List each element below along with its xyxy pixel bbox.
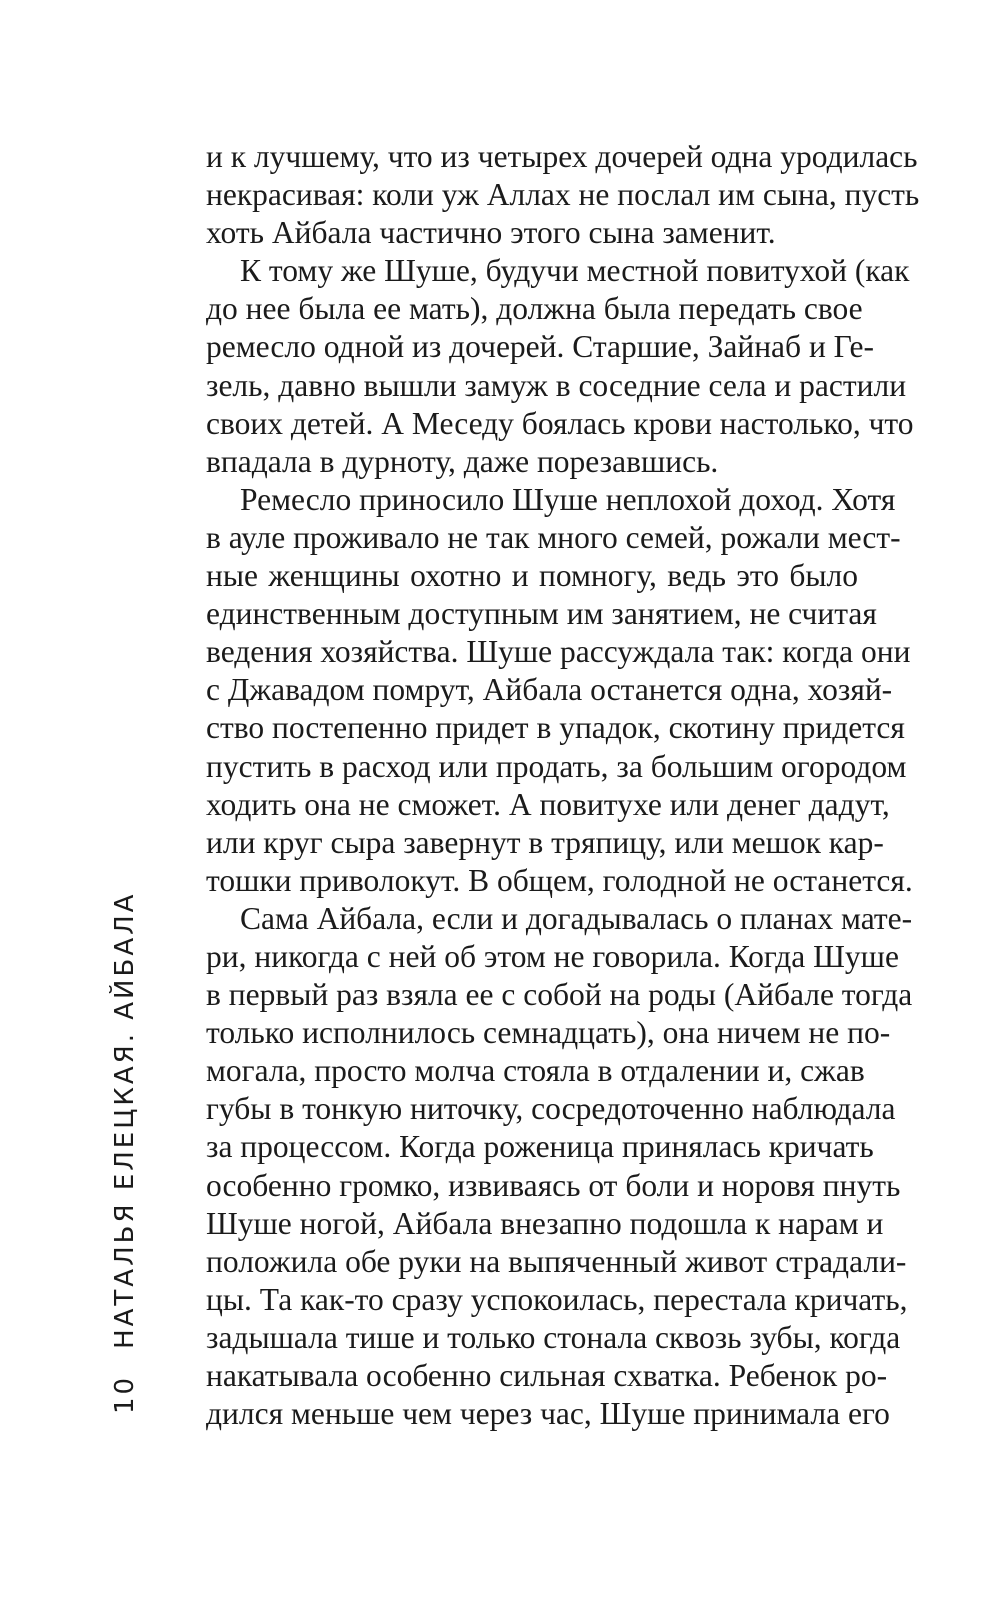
text-line: с Джавадом помрут, Айбала останется одна, хозяй-: [206, 672, 893, 708]
text-line: и к лучшему, что из четырех дочерей одна уродилась: [206, 139, 918, 174]
text-line: пустить в расход или продать, за большим огородом: [206, 748, 907, 784]
text-line: особенно громко, извиваясь от боли и норовя пнуть: [206, 1167, 901, 1203]
paragraph-first-line: К тому же Шуше, будучи местной повитухой (как: [240, 253, 910, 289]
text-line: или круг сыра завернут в тряпицу, или мешок кар-: [206, 824, 884, 860]
text-line: единственным доступным им занятием, не считая: [206, 596, 877, 632]
text-line: цы. Та как-то сразу успокоилась, перестала кричать,: [206, 1281, 908, 1317]
body-text: [206, 138, 920, 1433]
text-line: положила обе руки на выпяченный живот страдали-: [206, 1243, 907, 1279]
text-line: за процессом. Когда роженица принялась кричать: [206, 1129, 874, 1165]
text-line: накатывала особенно сильная схватка. Ребенок ро-: [206, 1358, 888, 1393]
text-line: ри, никогда с ней об этом не говорила. Когда Шуше: [206, 938, 899, 974]
text-line: зель, давно вышли замуж в соседние села и растили: [206, 367, 907, 403]
text-line: ведения хозяйства. Шуше рассуждала так: когда они: [206, 634, 911, 670]
text-line: ные женщины охотно и помногу, ведь это было: [206, 558, 858, 594]
text-line: до нее была ее мать), должна была передать свое: [206, 291, 863, 327]
text-line: Шуше ногой, Айбала внезапно подошла к нарам и: [206, 1205, 884, 1241]
text-line: могала, просто молча стояла в отдалении и, сжав: [206, 1053, 865, 1089]
text-line: тошки приволокут. В общем, голодной не останется.: [206, 862, 913, 898]
text-line: своих детей. А Меседу боялась крови настолько, что: [206, 405, 914, 441]
paragraph-first-line: Ремесло приносило Шуше неплохой доход. Хотя: [240, 481, 896, 517]
text-line: в первый раз взяла ее с собой на роды (Айбале тогда: [206, 977, 913, 1013]
text-line: ство постепенно придет в упадок, скотину придется: [206, 710, 905, 746]
paragraph-first-line: Сама Айбала, если и догадывалась о планах мате-: [240, 900, 913, 936]
text-line: только исполнилось семнадцать), она ничем не по-: [206, 1015, 891, 1051]
text-line: дился меньше чем через час, Шуше принимала его: [206, 1396, 890, 1432]
text-line: в ауле проживало не так много семей, рожали мест-: [206, 519, 901, 555]
text-line: ходить она не сможет. А повитухе или денег дадут,: [206, 786, 890, 822]
text-line: задышала тише и только стонала сквозь зубы, когда: [206, 1319, 901, 1355]
text-line: хоть Айбала частично этого сына заменит.: [206, 215, 776, 251]
text-line: впадала в дурноту, даже порезавшись.: [206, 443, 719, 479]
running-head-title: НАТАЛЬЯ ЕЛЕЦКАЯ. АЙБАЛА: [110, 891, 140, 1349]
text-line: ремесло одной из дочерей. Старшие, Зайнаб и Ге-: [206, 329, 874, 365]
page-number: 10: [110, 1374, 140, 1414]
text-line: некрасивая: коли уж Аллах не послал им сына, пусть: [206, 177, 920, 213]
running-head: [112, 892, 138, 1414]
text-line: губы в тонкую ниточку, сосредоточенно наблюдала: [206, 1091, 896, 1127]
